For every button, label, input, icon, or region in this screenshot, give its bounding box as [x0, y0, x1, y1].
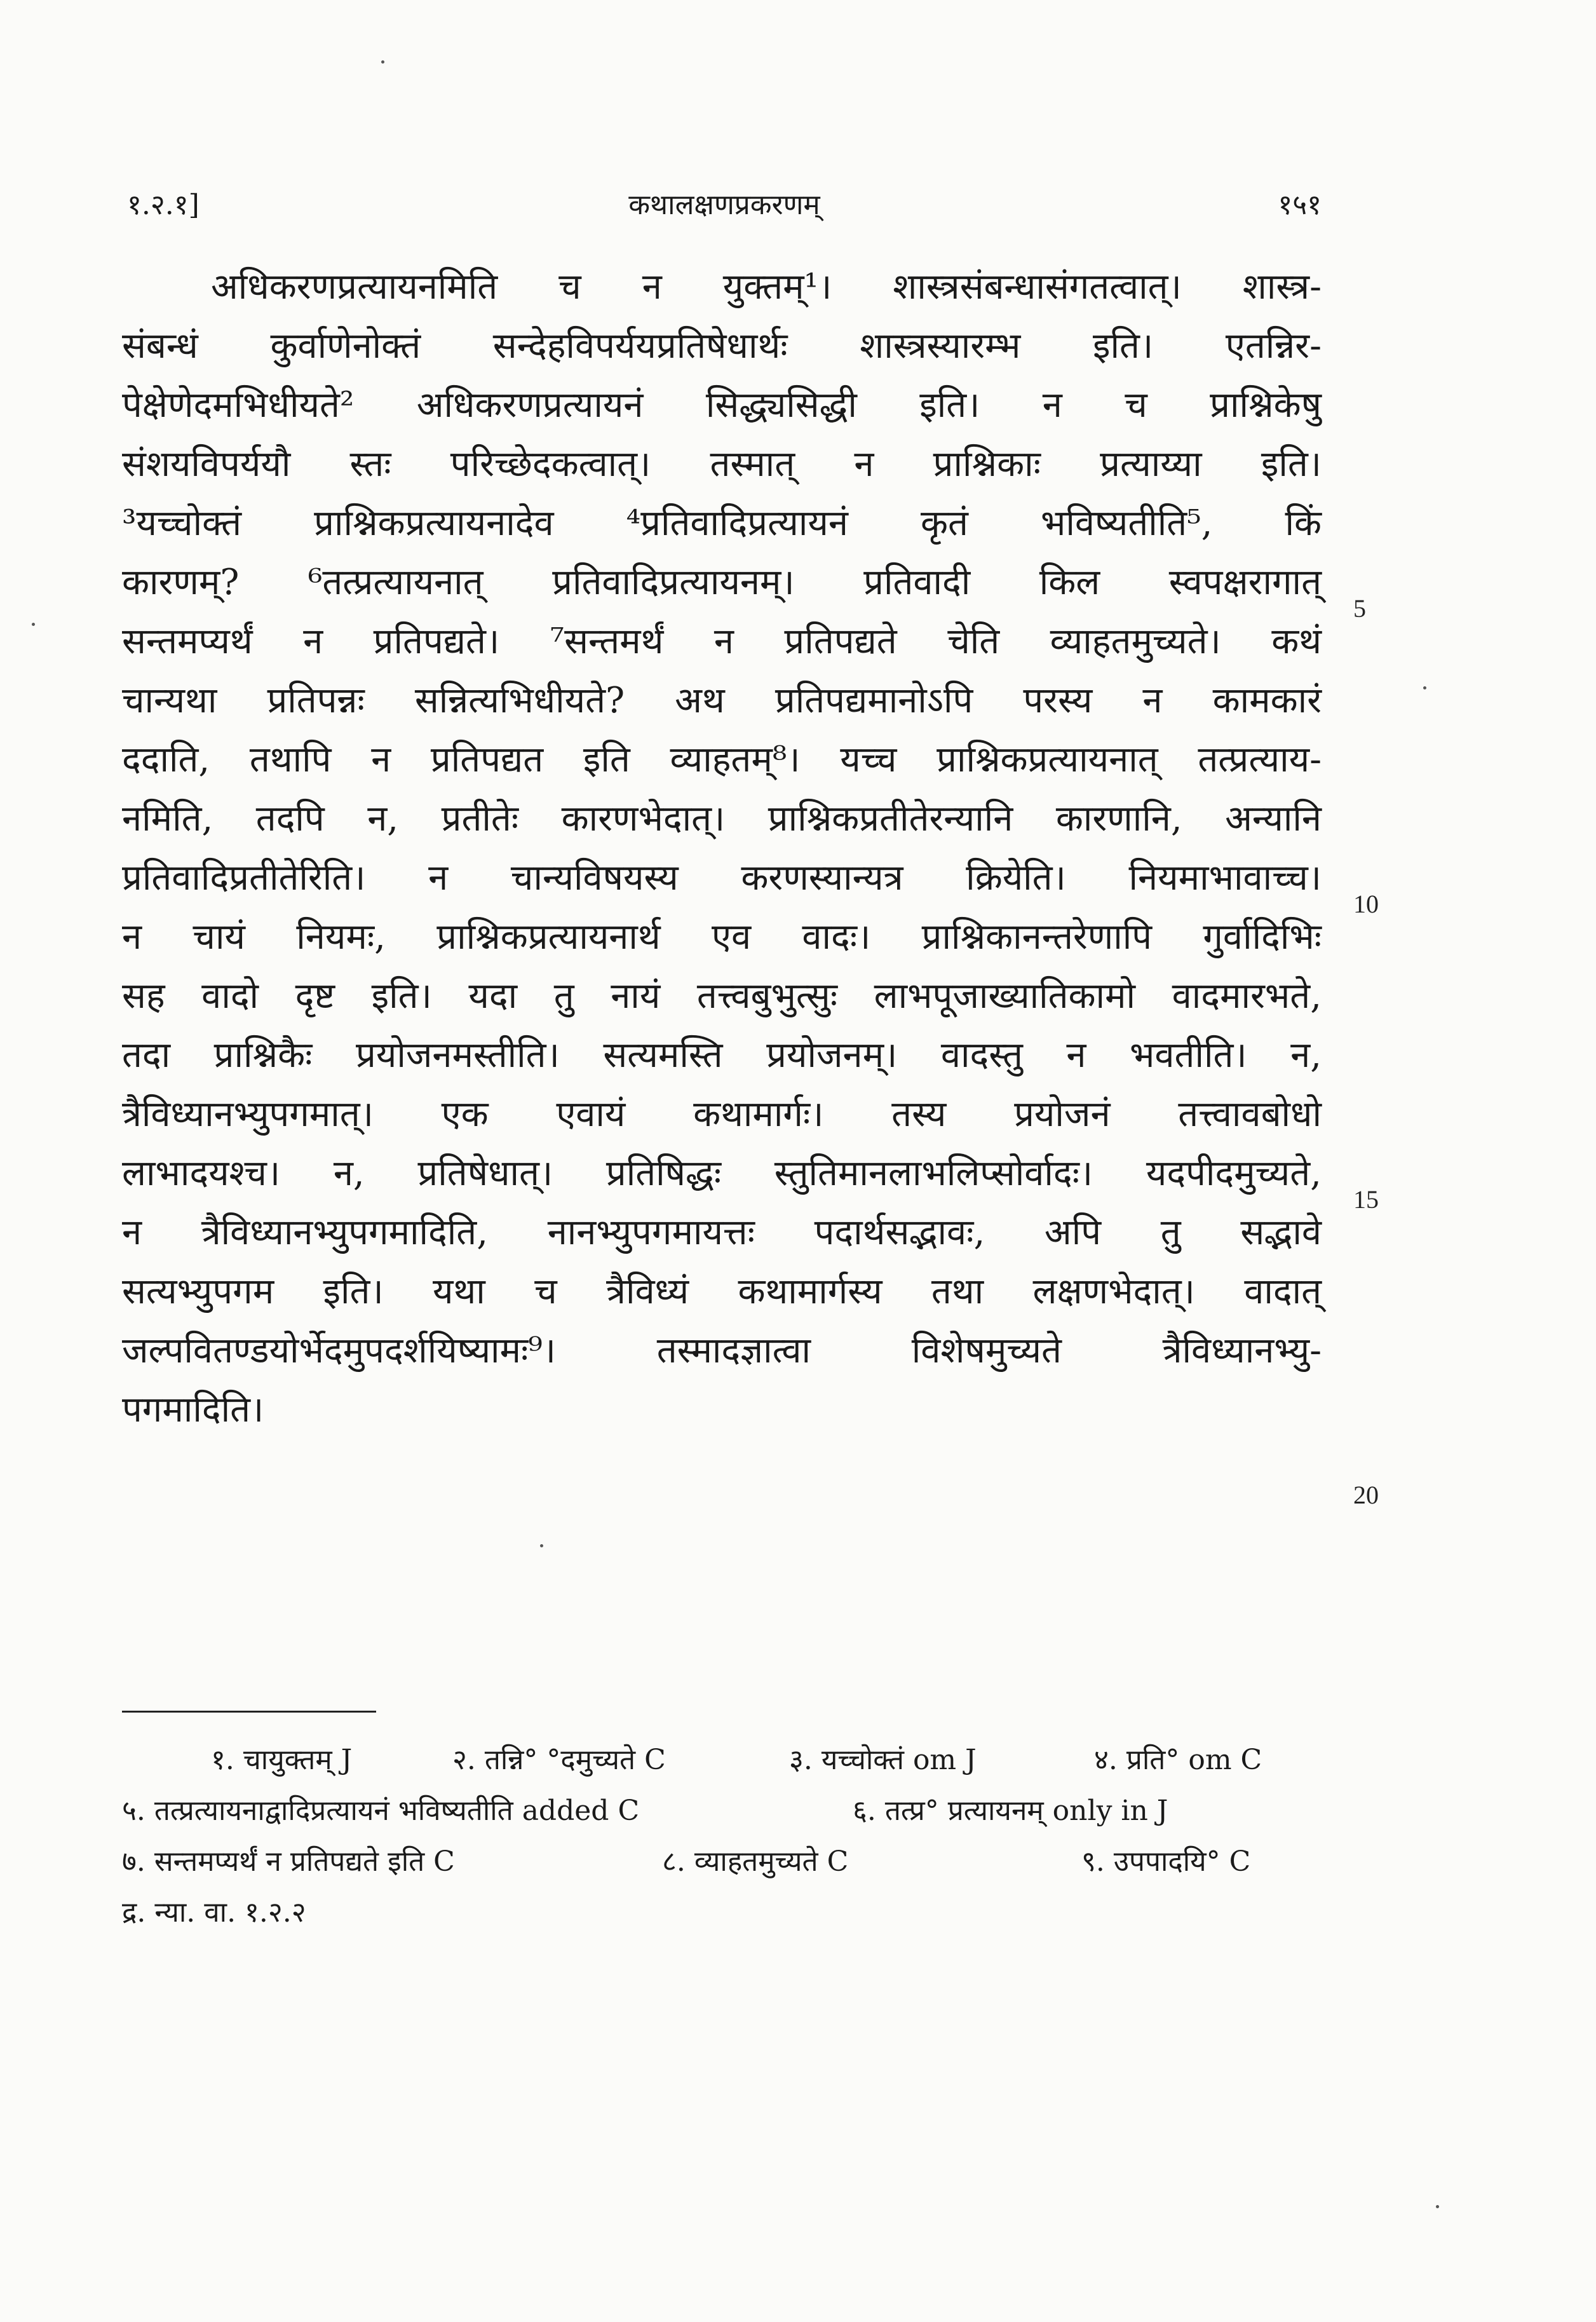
scan-speck — [1423, 686, 1426, 689]
text-line: त्रैविध्यानभ्युपगमात्। एक एवायं कथामार्गः। तस्य प्रयोजनं तत्त्वावबोधो — [122, 1094, 1322, 1135]
line-number: 20 — [1353, 1481, 1379, 1509]
text-line: ददाति, तथापि न प्रतिपद्यत इति व्याहतम्⁸। यच्च प्राश्निकप्रत्यायनात् तत्प्रत्याय- — [122, 739, 1322, 780]
text-line: चान्यथा प्रतिपन्नः सन्नित्यभिधीयते? अथ प्रतिपद्यमानोऽपि परस्य न कामकारं — [122, 680, 1322, 721]
text-line: जल्पवितण्डयोर्भेदमुपदर्शयिष्यामः⁹। तस्मादज्ञात्वा विशेषमुच्यते त्रैविध्यानभ्यु- — [122, 1330, 1322, 1371]
text-line: संबन्धं कुर्वाणेनोक्तं सन्देहविपर्ययप्रतिषेधार्थः शास्त्रस्यारम्भ इति। एतन्निर- — [122, 325, 1322, 367]
running-header — [127, 184, 1322, 235]
footnote-row — [122, 1837, 1316, 1887]
chapter-title: कथालक्षणप्रकरणम् — [628, 189, 820, 221]
text-line: न चायं नियमः, प्राश्निकप्रत्यायनार्थ एव वादः। प्राश्निकानन्तरेणापि गुर्वादिभिः — [122, 916, 1322, 958]
footnote-reference: द्र. न्या. वा. १.२.२ — [122, 1896, 306, 1929]
footnote-row — [122, 1735, 1316, 1786]
text-line: तदा प्राश्निकैः प्रयोजनमस्तीति। सत्यमस्ति प्रयोजनम्। वादस्तु न भवतीति। न, — [122, 1035, 1322, 1076]
text-line: लाभादयश्च। न, प्रतिषेधात्। प्रतिषिद्धः स्तुतिमानलाभलिप्सोर्वादः। यदपीदमुच्यते, — [122, 1153, 1322, 1194]
footnote-row — [122, 1786, 1316, 1837]
scan-speck — [32, 623, 35, 626]
footnote-1: १. चायुक्तम् J — [211, 1744, 353, 1776]
text-line: सत्यभ्युपगम इति। यथा च त्रैविध्यं कथामार्गस्य तथा लक्षणभेदात्। वादात् — [122, 1271, 1322, 1312]
footnote-2: २. तन्नि° °दमुच्यते C — [452, 1744, 666, 1776]
scan-speck — [1436, 2205, 1439, 2208]
footnote-7: ७. सन्तमप्यर्थं न प्रतिपद्यते इति C — [122, 1845, 455, 1878]
text-line: ³यच्चोक्तं प्राश्निकप्रत्यायनादेव ⁴प्रतिवादिप्रत्यायनं कृतं भविष्यतीति⁵, किं — [122, 503, 1322, 544]
text-line: सह वादो दृष्ट इति। यदा तु नायं तत्त्वबुभुत्सुः लाभपूजाख्यातिकामो वादमारभते, — [122, 975, 1322, 1017]
footnote-6: ६. तत्प्र° प्रत्यायनम् only in J — [853, 1795, 1168, 1827]
footnote-9: ९. उपपादयि° C — [1081, 1845, 1251, 1878]
text-line: पेक्षेणेदमभिधीयते² अधिकरणप्रत्यायनं सिद्ध्यसिद्धी इति। न च प्राश्निकेषु — [122, 384, 1322, 426]
main-text — [122, 257, 1322, 1439]
scan-speck — [381, 60, 384, 64]
footnotes — [122, 1735, 1316, 1938]
text-line: सन्तमप्यर्थं न प्रतिपद्यते। ⁷सन्तमर्थं न प्रतिपद्यते चेति व्याहतमुच्यते। कथं — [122, 621, 1322, 662]
text-line: अधिकरणप्रत्यायनमिति च न युक्तम्¹। शास्त्रसंबन्धासंगतत्वात्। शास्त्र- — [211, 266, 1322, 308]
footnote-3: ३. यच्चोक्तं om J — [789, 1744, 977, 1776]
line-number: 5 — [1353, 594, 1366, 623]
text-line: नमिति, तदपि न, प्रतीतेः कारणभेदात्। प्राश्निकप्रतीतेरन्यानि कारणानि, अन्यानि — [122, 798, 1322, 839]
text-line: कारणम्? ⁶तत्प्रत्यायनात् प्रतिवादिप्रत्यायनम्। प्रतिवादी किल स्वपक्षरागात् — [122, 562, 1322, 603]
footnote-8: ८. व्याहतमुच्यते C — [662, 1845, 849, 1878]
footnote-row — [122, 1887, 1316, 1938]
footnote-separator — [122, 1711, 376, 1713]
line-number: 10 — [1353, 890, 1379, 918]
line-number: 15 — [1353, 1185, 1379, 1214]
section-reference: १.२.१] — [127, 189, 200, 221]
page-number: १५१ — [1278, 189, 1322, 221]
scan-speck — [540, 1544, 543, 1547]
text-line: प्रतिवादिप्रतीतेरिति। न चान्यविषयस्य करणस्यान्यत्र क्रियेति। नियमाभावाच्च। — [122, 857, 1322, 899]
text-line: न त्रैविध्यानभ्युपगमादिति, नानभ्युपगमायत्तः पदार्थसद्भावः, अपि तु सद्भावे — [122, 1212, 1322, 1253]
text-line: पगमादिति। — [122, 1389, 264, 1430]
text-line: संशयविपर्ययौ स्तः परिच्छेदकत्वात्। तस्मात् न प्राश्निकाः प्रत्याय्या इति। — [122, 444, 1322, 485]
footnote-4: ४. प्रति° om C — [1094, 1744, 1262, 1776]
footnote-5: ५. तत्प्रत्यायनाद्वादिप्रत्यायनं भविष्यतीति added C — [122, 1795, 640, 1827]
